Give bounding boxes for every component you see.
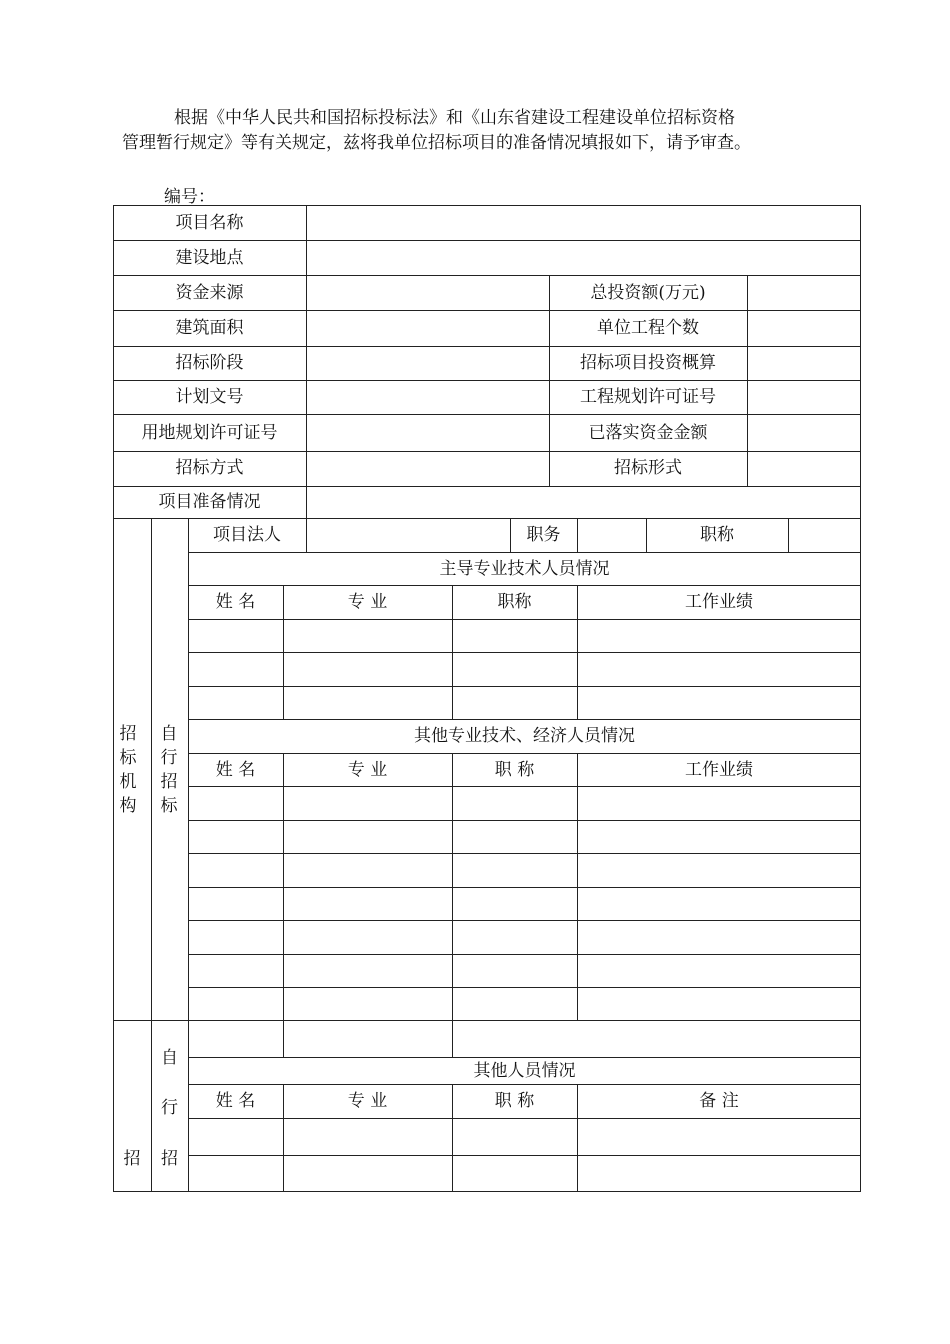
- label-legal-person: 项目法人: [213, 525, 281, 545]
- label-unit-count: 单位工程个数: [597, 318, 699, 338]
- label-self-3: 招: [161, 1149, 178, 1169]
- label-bid-form: 招标形式: [614, 458, 682, 478]
- label-plan-doc-no: 计划文号: [175, 387, 244, 407]
- col-line: [549, 275, 550, 486]
- other-tech-col-title: 职 称: [494, 760, 535, 780]
- label-fund-source: 资金来源: [175, 283, 244, 303]
- row-line: [188, 820, 861, 821]
- lead-col-specialty: 专 业: [347, 592, 388, 612]
- col-line: [283, 753, 284, 1057]
- other-tech-col-specialty: 专 业: [347, 760, 388, 780]
- row-line: [188, 920, 861, 921]
- label-total-investment: 总投资额(万元): [590, 283, 706, 303]
- col-line: [577, 753, 578, 1020]
- other-tech-col-name: 姓 名: [215, 760, 256, 780]
- label-bid-method: 招标方式: [175, 458, 244, 478]
- section-divider: [113, 1020, 861, 1021]
- row-line: [188, 954, 861, 955]
- label-self-bidding: 自行招标: [160, 724, 178, 816]
- row-line: [188, 853, 861, 854]
- code-label: 编号：: [164, 187, 215, 207]
- row-line: [113, 414, 861, 415]
- row-line: [188, 1118, 861, 1119]
- intro-line-1: 根据《中华人民共和国招标投标法》和《山东省建设工程建设单位招标资格: [174, 108, 735, 128]
- col-line: [452, 753, 453, 1057]
- col-line: [747, 275, 748, 486]
- row-line: [113, 380, 861, 381]
- row-line: [113, 518, 861, 519]
- row-line: [188, 1155, 861, 1156]
- col-line: [306, 205, 307, 518]
- label-bidding-agency: 招标机构: [119, 724, 137, 816]
- row-line: [188, 585, 861, 586]
- row-line: [188, 652, 861, 653]
- row-line: [188, 1084, 861, 1085]
- col-line: [577, 518, 578, 552]
- row-line: [113, 346, 861, 347]
- other-staff-col-remarks: 备 注: [699, 1091, 739, 1111]
- col-line: [306, 518, 307, 552]
- row-line: [188, 987, 861, 988]
- row-line: [113, 486, 861, 487]
- other-staff-col-title: 职 称: [494, 1091, 535, 1111]
- label-prep-status: 项目准备情况: [158, 492, 261, 512]
- row-line: [113, 275, 861, 276]
- label-self-2: 行: [161, 1098, 178, 1118]
- col-line: [151, 518, 152, 1192]
- lead-col-achievements: 工作业绩: [685, 592, 753, 612]
- label-self-1: 自: [161, 1048, 178, 1068]
- other-staff-col-name: 姓 名: [215, 1091, 256, 1111]
- col-line: [788, 518, 789, 552]
- label-location: 建设地点: [175, 248, 244, 268]
- lead-col-title: 职称: [497, 592, 532, 612]
- label-investment-estimate: 招标项目投资概算: [580, 353, 716, 373]
- label-building-area: 建筑面积: [175, 318, 244, 338]
- label-title: 职称: [700, 525, 734, 545]
- row-line: [113, 451, 861, 452]
- row-line: [188, 686, 861, 687]
- row-line: [188, 887, 861, 888]
- other-staff-heading: 其他人员情况: [473, 1061, 576, 1081]
- row-line: [188, 753, 861, 754]
- row-line: [113, 240, 861, 241]
- row-line: [113, 310, 861, 311]
- label-bid-stage: 招标阶段: [175, 353, 244, 373]
- row-line: [188, 619, 861, 620]
- label-position: 职务: [526, 525, 561, 545]
- label-project-name: 项目名称: [175, 213, 244, 233]
- label-funds-secured: 已落实资金金额: [588, 423, 708, 443]
- label-planning-permit: 工程规划许可证号: [580, 387, 716, 407]
- row-line: [188, 786, 861, 787]
- row-line: [188, 1057, 861, 1058]
- lead-staff-heading: 主导专业技术人员情况: [439, 559, 610, 579]
- other-staff-col-specialty: 专 业: [347, 1091, 388, 1111]
- lead-col-name: 姓 名: [215, 592, 256, 612]
- intro-line-2: 管理暂行规定》等有关规定，兹将我单位招标项目的准备情况填报如下，请予审查。: [122, 133, 751, 153]
- other-tech-col-achievements: 工作业绩: [685, 760, 753, 780]
- label-bid-lower: 招: [123, 1149, 141, 1169]
- label-land-permit: 用地规划许可证号: [141, 423, 278, 443]
- other-tech-heading: 其他专业技术、经济人员情况: [414, 726, 635, 746]
- row-line: [188, 719, 861, 720]
- row-line: [188, 552, 861, 553]
